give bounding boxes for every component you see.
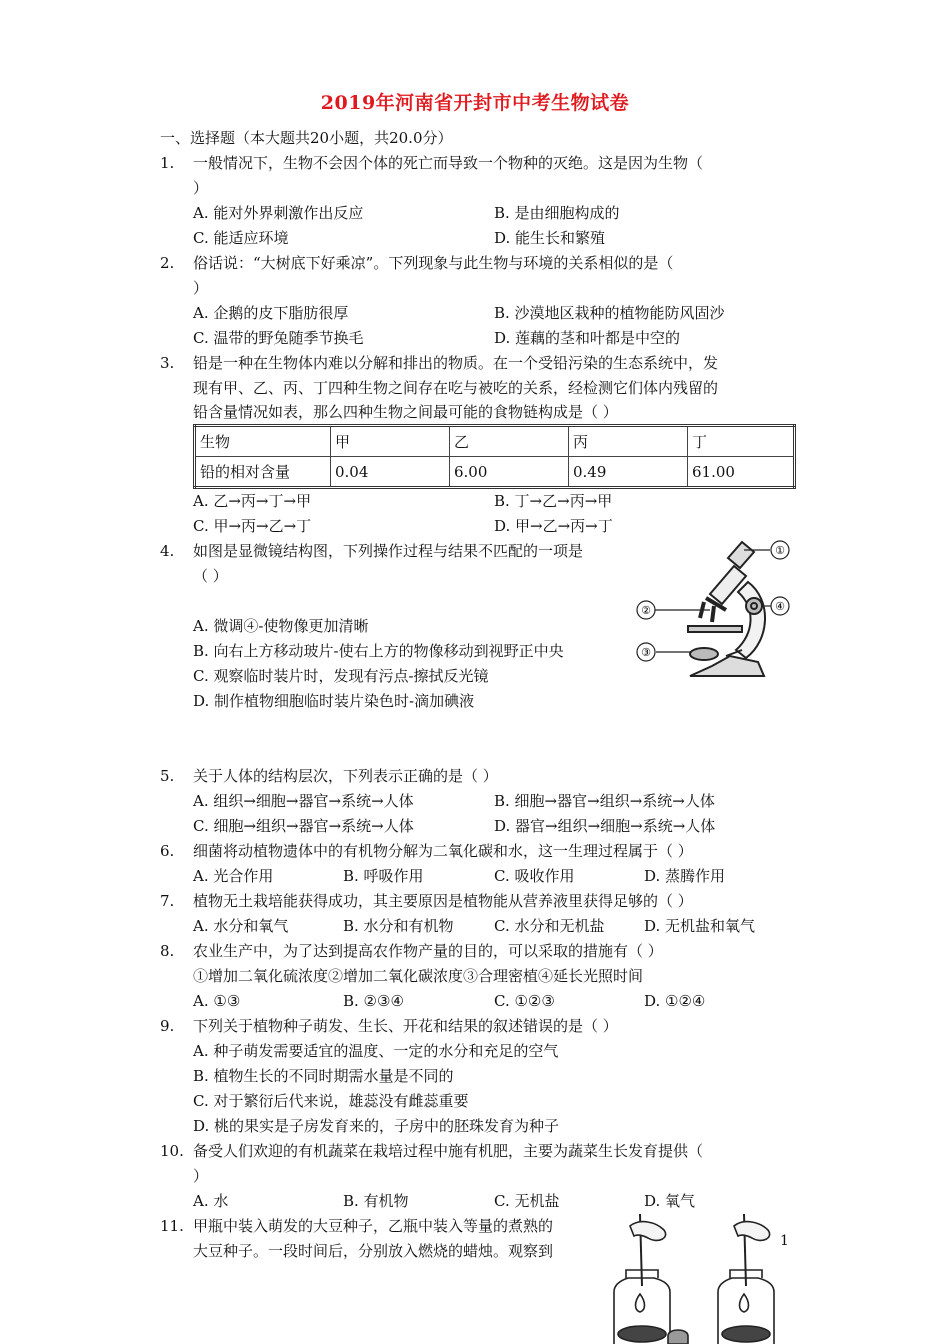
option-c: C. 观察临时装片时，发现有污点-擦拭反光镜 <box>193 667 489 685</box>
option-a: A. 水分和氧气 <box>193 917 289 935</box>
label-4: ④ <box>775 600 785 613</box>
question-stem-cont: ①增加二氧化硫浓度②增加二氧化碳浓度③合理密植④延长光照时间 <box>193 967 644 985</box>
option-d: D. 器官→组织→细胞→系统→人体 <box>494 817 716 835</box>
option-c: C. 细胞→组织→器官→系统→人体 <box>193 817 414 835</box>
page-title: 2019年河南省开封市中考生物试卷 <box>320 92 630 114</box>
question-stem: 细菌将动植物遗体中的有机物分解为二氧化碳和水，这一生理过程属于（ ） <box>193 842 693 860</box>
question-stem: 铅是一种在生物体内难以分解和排出的物质。在一个受铅污染的生态系统中，发 <box>193 354 719 372</box>
option-d: D. 氧气 <box>644 1192 696 1210</box>
question-stem-cont: 铅含量情况如表，那么四种生物之间最可能的食物链构成是（ ） <box>193 403 618 421</box>
option-d: D. 制作植物细胞临时装片染色时-滴加碘液 <box>193 692 475 710</box>
option-b: B. 有机物 <box>343 1192 409 1210</box>
option-d: D. 桃的果实是子房发育来的，子房中的胚珠发育为种子 <box>193 1117 560 1135</box>
option-c: C. 能适应环境 <box>193 229 289 247</box>
question-stem: 一般情况下，生物不会因个体的死亡而导致一个物种的灭绝。这是因为生物（ <box>193 154 704 172</box>
label-2: ② <box>641 604 651 617</box>
question-stem: 甲瓶中装入萌发的大豆种子，乙瓶中装入等量的煮熟的 <box>193 1217 554 1235</box>
table-cell: 61.00 <box>688 457 795 488</box>
microscope-icon <box>688 542 765 676</box>
jar-candle-icon <box>614 1214 774 1344</box>
question-number: 6. <box>160 842 175 860</box>
option-c: C. 水分和无机盐 <box>494 917 605 935</box>
option-a: A. 水 <box>193 1192 229 1210</box>
table-row <box>195 426 795 457</box>
question-stem-cont: ） <box>193 1167 209 1185</box>
question-number: 2. <box>160 254 175 272</box>
question-stem: 植物无土栽培能获得成功，其主要原因是植物能从营养液里获得足够的（ ） <box>193 892 693 910</box>
option-b: B. 沙漠地区栽种的植物能防风固沙 <box>494 304 725 322</box>
page-number: 1 <box>780 1233 789 1249</box>
question-stem: 下列关于植物种子萌发、生长、开花和结果的叙述错误的是（ ） <box>193 1017 618 1035</box>
option-d: D. 莲藕的茎和叶都是中空的 <box>494 329 681 347</box>
question-stem: 俗话说：“大树底下好乘凉”。下列现象与此生物与环境的关系相似的是（ <box>193 254 674 272</box>
option-b: B. 是由细胞构成的 <box>494 204 620 222</box>
option-b: B. 呼吸作用 <box>343 867 424 885</box>
option-a: A. 组织→细胞→器官→系统→人体 <box>193 792 414 810</box>
table-cell: 甲 <box>331 426 450 457</box>
lead-content-table <box>193 424 796 489</box>
question-number: 3. <box>160 354 175 372</box>
option-a: A. 种子萌发需要适宜的温度、一定的水分和充足的空气 <box>193 1042 559 1060</box>
option-a: A. 能对外界刺激作出反应 <box>193 204 364 222</box>
option-b: B. 向右上方移动玻片-使右上方的物像移动到视野正中央 <box>193 642 564 660</box>
question-stem: 关于人体的结构层次，下列表示正确的是（ ） <box>193 767 498 785</box>
table-cell: 丙 <box>569 426 688 457</box>
microscope-diagram <box>630 530 800 695</box>
question-stem-cont: ） <box>193 179 209 197</box>
section-heading: 一、选择题（本大题共20小题，共20.0分） <box>160 129 453 147</box>
option-c: C. 无机盐 <box>494 1192 560 1210</box>
option-d: D. ①②④ <box>644 992 706 1010</box>
table-cell: 乙 <box>450 426 569 457</box>
option-c: C. 温带的野兔随季节换毛 <box>193 329 364 347</box>
option-d: D. 能生长和繁殖 <box>494 229 606 247</box>
option-c: C. ①②③ <box>494 992 555 1010</box>
option-d: D. 无机盐和氧气 <box>644 917 756 935</box>
jar-candle-diagram <box>600 1208 790 1344</box>
table-cell: 0.04 <box>331 457 450 488</box>
option-b: B. ②③④ <box>343 992 404 1010</box>
option-b: B. 水分和有机物 <box>343 917 454 935</box>
label-1: ① <box>775 544 785 557</box>
question-stem: 备受人们欢迎的有机蔬菜在栽培过程中施有机肥，主要为蔬菜生长发育提供（ <box>193 1142 704 1160</box>
option-b: B. 丁→乙→丙→甲 <box>494 492 613 510</box>
option-c: C. 对于繁衍后代来说，雄蕊没有雌蕊重要 <box>193 1092 469 1110</box>
option-a: A. ①③ <box>193 992 241 1010</box>
question-stem-cont: 现有甲、乙、丙、丁四种生物之间存在吃与被吃的关系，经检测它们体内残留的 <box>193 379 719 397</box>
option-c: C. 甲→丙→乙→丁 <box>193 517 312 535</box>
question-number: 9. <box>160 1017 175 1035</box>
table-cell: 0.49 <box>569 457 688 488</box>
table-cell: 丁 <box>688 426 795 457</box>
question-stem: 农业生产中，为了达到提高农作物产量的目的，可以采取的措施有（ ） <box>193 942 663 960</box>
table-cell: 6.00 <box>450 457 569 488</box>
question-number: 1. <box>160 154 175 172</box>
option-a: A. 光合作用 <box>193 867 274 885</box>
option-b: B. 细胞→器官→组织→系统→人体 <box>494 792 715 810</box>
question-number: 4. <box>160 542 175 560</box>
question-stem-cont: ） <box>193 279 209 297</box>
question-number: 10. <box>160 1142 184 1160</box>
question-number: 7. <box>160 892 175 910</box>
question-stem: 如图是显微镜结构图，下列操作过程与结果不匹配的一项是 <box>193 542 584 560</box>
table-row <box>195 457 795 488</box>
question-number: 11. <box>160 1217 184 1235</box>
table-cell: 铅的相对含量 <box>195 457 331 488</box>
option-a: A. 企鹅的皮下脂肪很厚 <box>193 304 349 322</box>
label-3: ③ <box>641 646 651 659</box>
option-d: D. 甲→乙→丙→丁 <box>494 517 613 535</box>
question-number: 5. <box>160 767 175 785</box>
option-a: A. 微调④-使物像更加清晰 <box>193 617 369 635</box>
question-stem-cont: 大豆种子。一段时间后，分别放入燃烧的蜡烛。观察到 <box>193 1242 554 1260</box>
question-stem-cont: （ ） <box>193 567 228 585</box>
option-c: C. 吸收作用 <box>494 867 575 885</box>
option-d: D. 蒸腾作用 <box>644 867 726 885</box>
option-b: B. 植物生长的不同时期需水量是不同的 <box>193 1067 454 1085</box>
table-cell: 生物 <box>195 426 331 457</box>
option-a: A. 乙→丙→丁→甲 <box>193 492 312 510</box>
question-number: 8. <box>160 942 175 960</box>
